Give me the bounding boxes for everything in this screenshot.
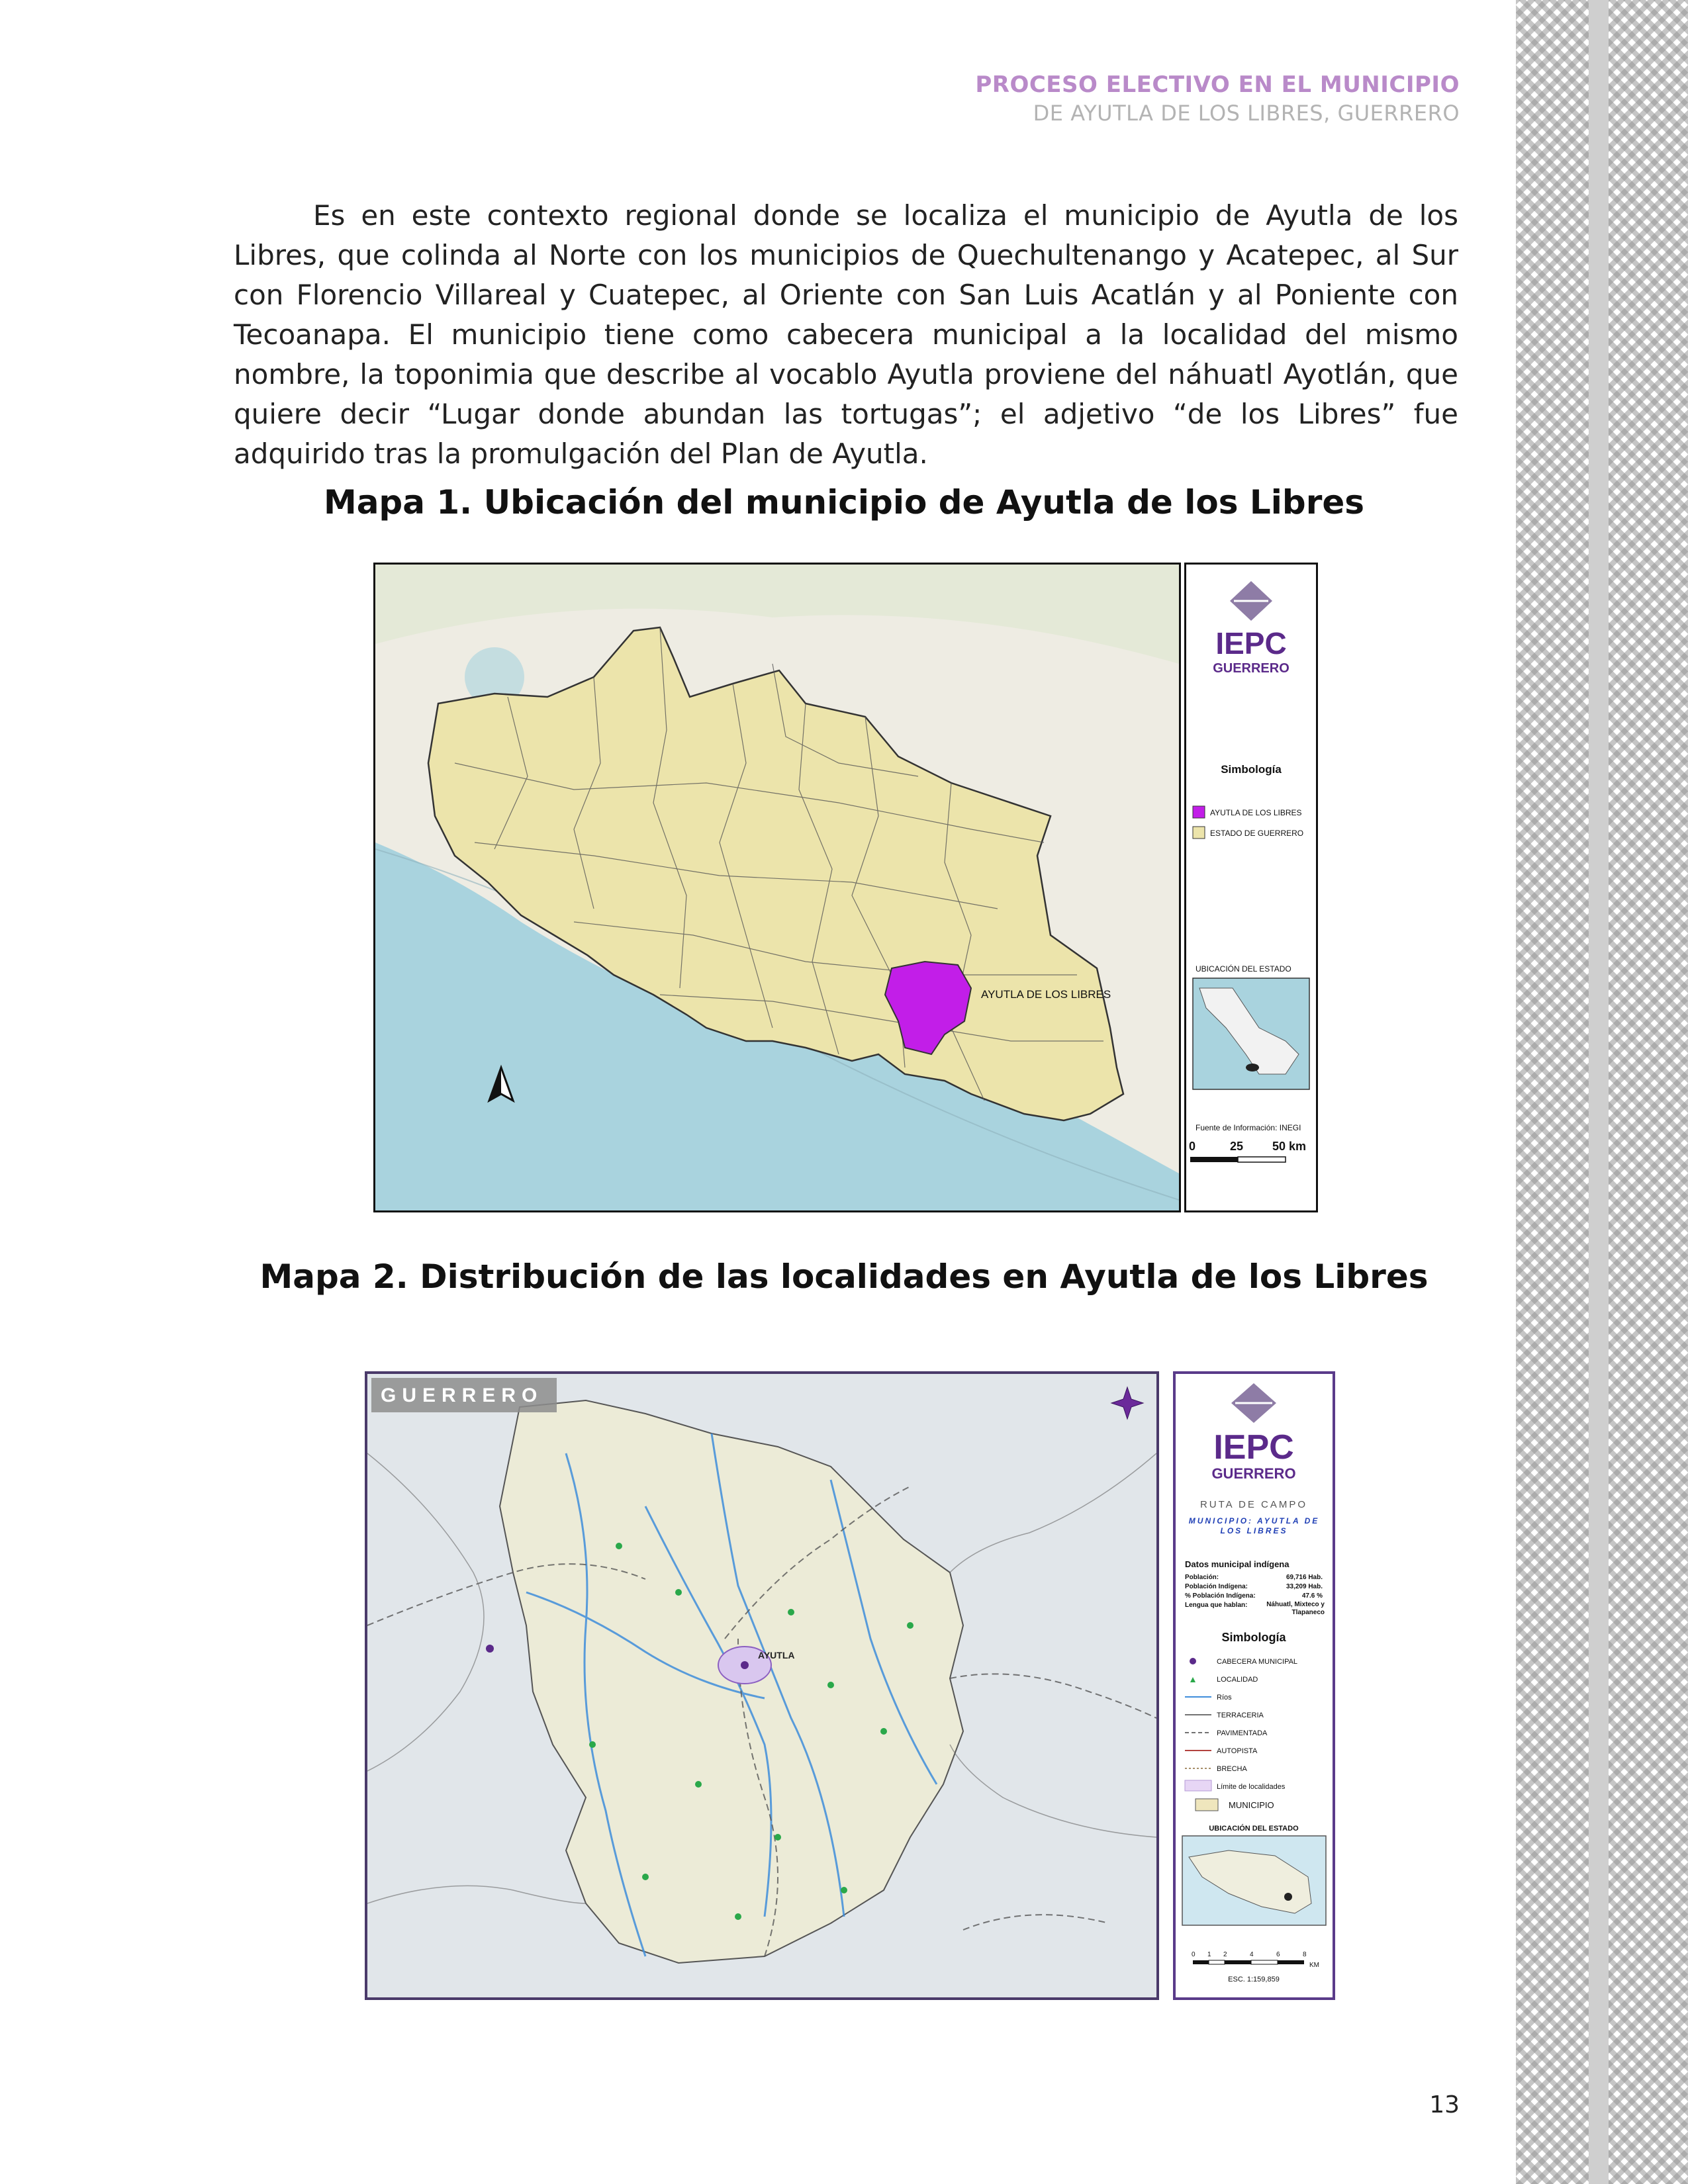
map1-inset-map	[1193, 978, 1309, 1089]
map2-legend-item-2: Ríos	[1217, 1694, 1232, 1702]
map2-scale-esc: ESC. 1:159,859	[1228, 1976, 1280, 1983]
map2-scale-unit: KM	[1309, 1962, 1319, 1969]
map2-scale-0: 0	[1192, 1951, 1196, 1958]
map2-datos-v3: Náhuatl, Mixteco y Tlapaneco	[1266, 1601, 1325, 1616]
map2-legend	[1173, 1371, 1335, 2000]
map1-image	[375, 565, 1179, 1210]
map2-frame	[365, 1371, 1159, 2000]
map2-datos-k1: Población Indígena:	[1185, 1583, 1248, 1590]
map2-legend-item-8: MUNICIPIO	[1229, 1800, 1274, 1810]
iepc-logo-icon	[1231, 1383, 1276, 1423]
map2-scale-2: 2	[1223, 1951, 1227, 1958]
map2-datos-k0: Población:	[1185, 1574, 1219, 1581]
page-number: 13	[1429, 2091, 1460, 2118]
map1-source: Fuente de Información: INEGI	[1196, 1123, 1301, 1132]
map2-scale-6: 6	[1276, 1951, 1280, 1958]
map2-state-label: GUERRERO	[381, 1385, 543, 1406]
running-header	[975, 71, 1460, 126]
map2-datos-v0: 69,716 Hab.	[1286, 1574, 1323, 1581]
map2-simbologia-title: Simbología	[1221, 1631, 1286, 1644]
map2-image	[367, 1374, 1156, 1997]
map1-scale-25: 25	[1230, 1140, 1244, 1153]
decorative-border-band	[1589, 0, 1609, 2184]
map2-legend-municipio: MUNICIPIO: AYUTLA DE LOS LIBRES	[1188, 1516, 1320, 1535]
map1-legend-graphic	[1186, 565, 1316, 1210]
map2-legend-item-3: TERRACERIA	[1217, 1711, 1264, 1719]
map2-datos-k3: Lengua que hablan:	[1185, 1602, 1248, 1609]
map2-legend-item-0: CABECERA MUNICIPAL	[1217, 1658, 1298, 1666]
map1-legend	[1184, 563, 1318, 1212]
map2-legend-item-1: LOCALIDAD	[1217, 1676, 1258, 1684]
map2-datos-v2: 47.6 %	[1301, 1592, 1323, 1600]
map2-legend-item-6: BRECHA	[1217, 1765, 1247, 1773]
map1-inset-title: UBICACIÓN DEL ESTADO	[1196, 964, 1291, 974]
map2-scale-4: 4	[1250, 1951, 1254, 1958]
map1-scale-50: 50 km	[1272, 1140, 1307, 1153]
map1-legend-item-estado: ESTADO DE GUERRERO	[1210, 829, 1304, 838]
body-paragraph: Es en este contexto regional donde se localiza el municipio de Ayutla de los Libres, que colinda al Norte con los municipios de Quechultenango y Acatepec, al Sur con Florencio Villareal y Cuatepec, al Oriente con San Luis Acatlán y al Poniente con Tecoanapa. El municipio tiene como cabecera municipal a la localidad del mismo nombre, la toponimia que describe al vocablo Ayutla proviene del náhuatl Ayotlán, que quiere decir “Lugar donde abundan las tortugas”; el adjetivo “de los Libres” fue adquirido tras la promulgación del Plan de Ayutla.	[234, 199, 1458, 470]
header-line-1: PROCESO ELECTIVO EN EL MUNICIPIO	[975, 71, 1460, 98]
map2-legend-graphic	[1176, 1374, 1333, 1997]
map2-legend-item-5: AUTOPISTA	[1217, 1747, 1258, 1755]
map1-scale-0: 0	[1189, 1140, 1196, 1153]
map2-caption: Mapa 2. Distribución de las localidades en Ayutla de los Libres	[259, 1257, 1429, 1296]
map2-legend-item-4: PAVIMENTADA	[1217, 1729, 1268, 1737]
map2-legend-item-7: Límite de localidades	[1217, 1783, 1286, 1791]
map1-logo-text: IEPC	[1215, 626, 1287, 660]
map2-inset-title: UBICACIÓN DEL ESTADO	[1209, 1825, 1299, 1833]
map1-logo-sub: GUERRERO	[1213, 661, 1289, 676]
map2-datos-v1: 33,209 Hab.	[1286, 1583, 1323, 1590]
map1-frame	[373, 563, 1181, 1212]
map2-scale-bar	[1193, 1960, 1304, 1964]
map1-scale-bar	[1190, 1157, 1286, 1162]
map2-datos-title: Datos municipal indígena	[1185, 1559, 1289, 1569]
map2-scale-8: 8	[1303, 1951, 1307, 1958]
map2-inset-map	[1182, 1836, 1326, 1925]
iepc-logo-icon	[1230, 581, 1272, 621]
map1-highlight-label: AYUTLA DE LOS LIBRES	[981, 988, 1111, 1001]
map2-datos-k2: % Población Indígena:	[1185, 1592, 1256, 1600]
map2-logo-text: IEPC	[1213, 1428, 1294, 1467]
map2-logo-sub: GUERRERO	[1211, 1465, 1296, 1482]
header-line-2: DE AYUTLA DE LOS LIBRES, GUERRERO	[1033, 101, 1460, 126]
map2-legend-subtitle: RUTA DE CAMPO	[1199, 1499, 1308, 1510]
map1-caption: Mapa 1. Ubicación del municipio de Ayutla de los Libres	[323, 483, 1365, 522]
map1-legend-title: Simbología	[1221, 763, 1282, 776]
map1-legend-item-ayutla: AYUTLA DE LOS LIBRES	[1210, 808, 1302, 817]
map2-scale-1: 1	[1207, 1951, 1211, 1958]
map2-town-label: AYUTLA	[758, 1650, 795, 1661]
